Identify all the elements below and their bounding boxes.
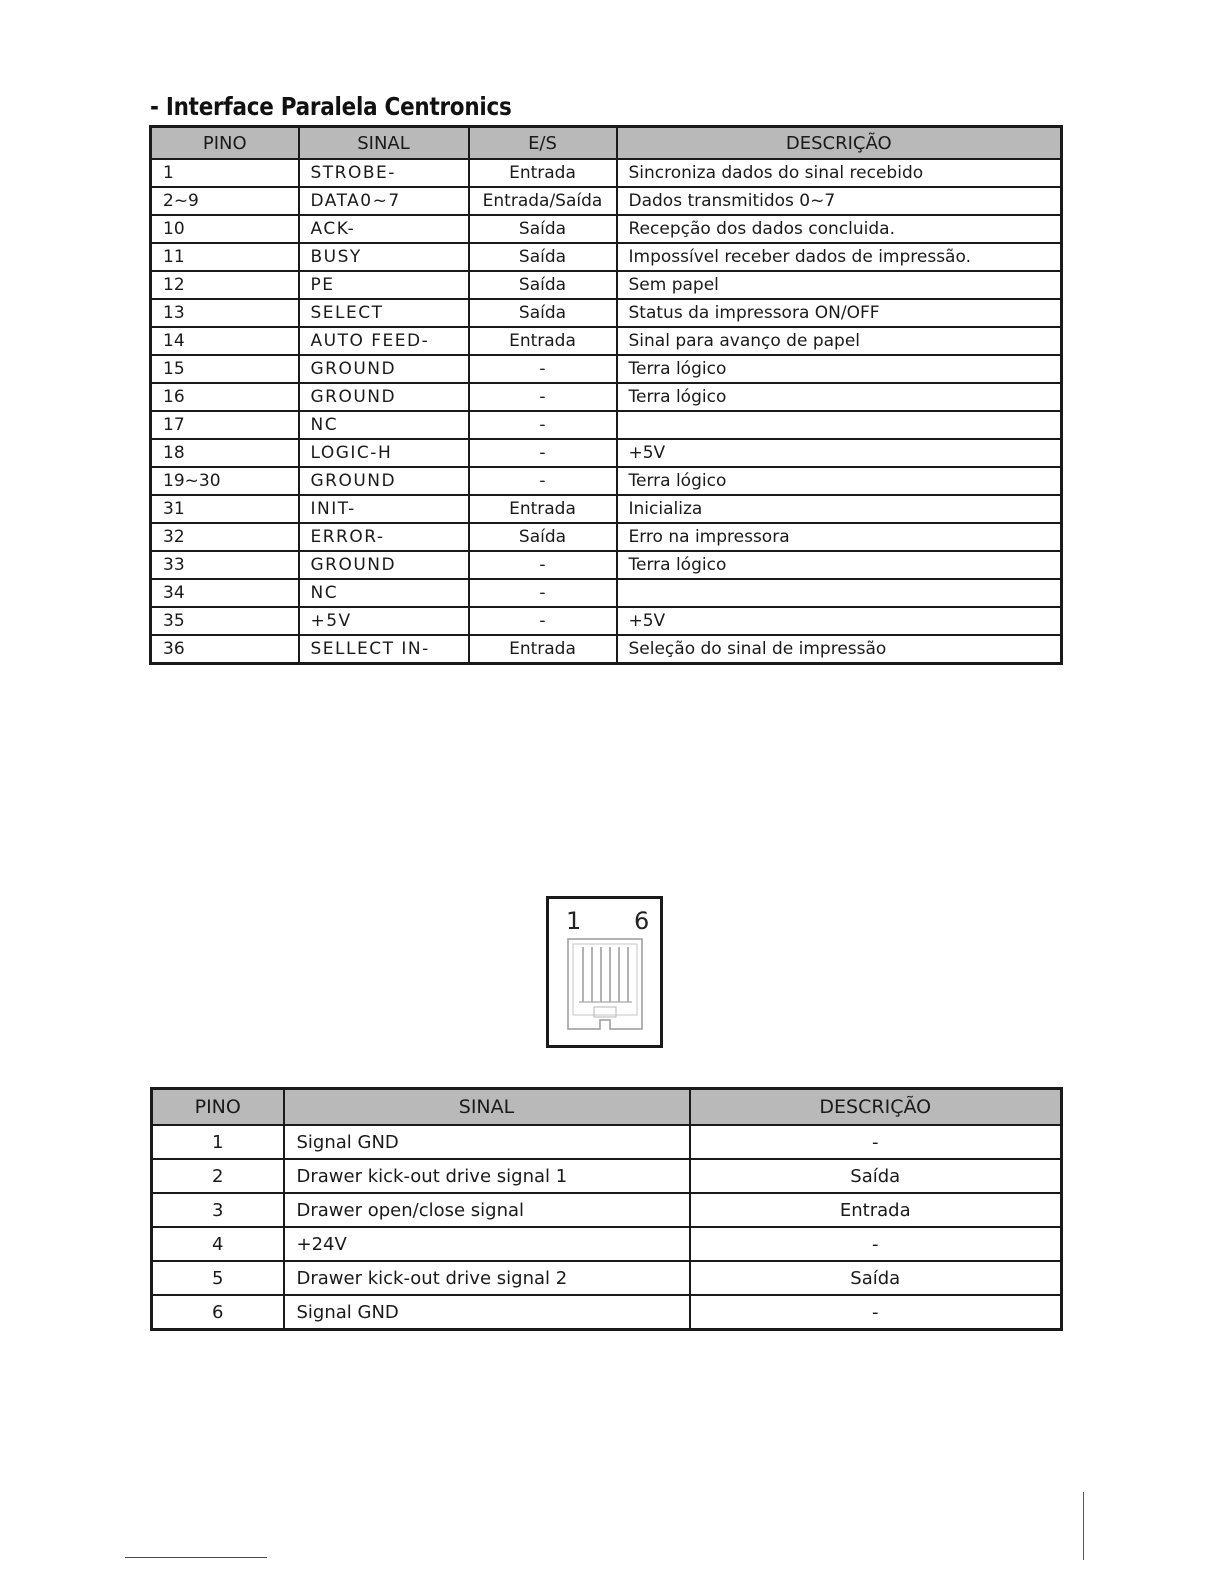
cell-sinal: GROUND [299, 383, 469, 411]
cell-sinal: NC [299, 579, 469, 607]
cell-es: Saída [469, 243, 617, 271]
cell-descricao: Saída [690, 1159, 1062, 1193]
cell-sinal: ERROR- [299, 523, 469, 551]
table-row [151, 523, 1062, 551]
header-es: E/S [469, 127, 617, 160]
table-row [151, 215, 1062, 243]
cell-descricao: Recepção dos dados concluida. [617, 215, 1062, 243]
cell-sinal: NC [299, 411, 469, 439]
cell-sinal: +5V [299, 607, 469, 635]
cell-pino: 14 [151, 327, 299, 355]
table-row [152, 1295, 1062, 1330]
cell-pino: 3 [152, 1193, 284, 1227]
cell-sinal: Signal GND [284, 1125, 690, 1159]
cell-pino: 5 [152, 1261, 284, 1295]
cell-descricao: - [690, 1295, 1062, 1330]
table-row [151, 383, 1062, 411]
cell-pino: 34 [151, 579, 299, 607]
table-row [152, 1261, 1062, 1295]
cell-es: Saída [469, 299, 617, 327]
cell-descricao: Seleção do sinal de impressão [617, 635, 1062, 664]
cell-pino: 19~30 [151, 467, 299, 495]
header-pino: PINO [152, 1089, 284, 1126]
section-title: - Interface Paralela Centronics [150, 92, 512, 121]
cell-descricao: Terra lógico [617, 551, 1062, 579]
cell-es: Entrada/Saída [469, 187, 617, 215]
cell-sinal: AUTO FEED- [299, 327, 469, 355]
cell-sinal: ACK- [299, 215, 469, 243]
cell-es: Entrada [469, 327, 617, 355]
table-row [152, 1159, 1062, 1193]
cell-descricao: Terra lógico [617, 467, 1062, 495]
header-descricao: DESCRIÇÃO [690, 1089, 1062, 1126]
cell-pino: 33 [151, 551, 299, 579]
cell-es: Saída [469, 271, 617, 299]
cell-es: Entrada [469, 635, 617, 664]
table-row [151, 187, 1062, 215]
table-row [151, 411, 1062, 439]
cell-sinal: GROUND [299, 467, 469, 495]
cell-sinal: LOGIC-H [299, 439, 469, 467]
table-row [151, 327, 1062, 355]
cell-descricao [617, 579, 1062, 607]
cell-sinal: DATA0~7 [299, 187, 469, 215]
cell-pino: 17 [151, 411, 299, 439]
cell-descricao: Inicializa [617, 495, 1062, 523]
cell-sinal: STROBE- [299, 159, 469, 187]
cell-pino: 2 [152, 1159, 284, 1193]
header-sinal: SINAL [299, 127, 469, 160]
cell-pino: 18 [151, 439, 299, 467]
table-header-row [152, 1089, 1062, 1126]
cell-es: - [469, 607, 617, 635]
cell-pino: 1 [151, 159, 299, 187]
cell-pino: 36 [151, 635, 299, 664]
parallel-table-body [151, 159, 1062, 664]
cell-pino: 2~9 [151, 187, 299, 215]
rj-jack-icon [549, 899, 660, 1045]
cell-descricao: - [690, 1227, 1062, 1261]
table-row [151, 579, 1062, 607]
footer-rule [125, 1557, 267, 1558]
cell-pino: 35 [151, 607, 299, 635]
cell-sinal: BUSY [299, 243, 469, 271]
cell-sinal: +24V [284, 1227, 690, 1261]
cell-sinal: INIT- [299, 495, 469, 523]
cell-es: - [469, 383, 617, 411]
cell-descricao: +5V [617, 439, 1062, 467]
table-row [151, 495, 1062, 523]
cell-es: - [469, 579, 617, 607]
table-row [151, 299, 1062, 327]
cell-pino: 1 [152, 1125, 284, 1159]
table-row [152, 1125, 1062, 1159]
cell-pino: 11 [151, 243, 299, 271]
cell-es: - [469, 355, 617, 383]
cell-descricao: Terra lógico [617, 383, 1062, 411]
cell-pino: 31 [151, 495, 299, 523]
cell-sinal: PE [299, 271, 469, 299]
cell-descricao: Sinal para avanço de papel [617, 327, 1062, 355]
table-row [152, 1193, 1062, 1227]
parallel-interface-table [149, 125, 1063, 665]
header-sinal: SINAL [284, 1089, 690, 1126]
cell-sinal: Drawer kick-out drive signal 1 [284, 1159, 690, 1193]
cell-es: Entrada [469, 159, 617, 187]
table-row [152, 1227, 1062, 1261]
cell-pino: 15 [151, 355, 299, 383]
cell-es: - [469, 411, 617, 439]
cell-descricao: Erro na impressora [617, 523, 1062, 551]
cell-pino: 10 [151, 215, 299, 243]
cell-sinal: Drawer kick-out drive signal 2 [284, 1261, 690, 1295]
cell-es: - [469, 467, 617, 495]
cell-sinal: Signal GND [284, 1295, 690, 1330]
cell-descricao: Terra lógico [617, 355, 1062, 383]
cell-sinal: SELLECT IN- [299, 635, 469, 664]
table-row [151, 243, 1062, 271]
table-row [151, 607, 1062, 635]
cell-descricao: Entrada [690, 1193, 1062, 1227]
cell-descricao: - [690, 1125, 1062, 1159]
header-descricao: DESCRIÇÃO [617, 127, 1062, 160]
table-row [151, 467, 1062, 495]
cell-es: Entrada [469, 495, 617, 523]
cell-sinal: GROUND [299, 551, 469, 579]
cell-sinal: Drawer open/close signal [284, 1193, 690, 1227]
cell-descricao [617, 411, 1062, 439]
cell-descricao: +5V [617, 607, 1062, 635]
cell-descricao: Status da impressora ON/OFF [617, 299, 1062, 327]
connector-pin-6-label: 6 [634, 907, 650, 935]
cell-descricao: Dados transmitidos 0~7 [617, 187, 1062, 215]
table-row [151, 551, 1062, 579]
table-header-row [151, 127, 1062, 160]
cell-descricao: Sincroniza dados do sinal recebido [617, 159, 1062, 187]
header-pino: PINO [151, 127, 299, 160]
cell-pino: 6 [152, 1295, 284, 1330]
cell-descricao: Saída [690, 1261, 1062, 1295]
connector-pin-1-label: 1 [566, 907, 582, 935]
cell-pino: 13 [151, 299, 299, 327]
table-row [151, 439, 1062, 467]
page-edge-rule [1083, 1492, 1084, 1560]
rj-connector-diagram [546, 896, 663, 1048]
cell-sinal: GROUND [299, 355, 469, 383]
cell-es: Saída [469, 523, 617, 551]
cell-pino: 32 [151, 523, 299, 551]
cell-es: - [469, 551, 617, 579]
table-row [151, 355, 1062, 383]
cell-pino: 12 [151, 271, 299, 299]
drawer-table-body [152, 1125, 1062, 1330]
cell-sinal: SELECT [299, 299, 469, 327]
cell-descricao: Sem papel [617, 271, 1062, 299]
table-row [151, 159, 1062, 187]
cash-drawer-table [150, 1087, 1063, 1331]
cell-pino: 16 [151, 383, 299, 411]
cell-es: Saída [469, 215, 617, 243]
cell-pino: 4 [152, 1227, 284, 1261]
cell-descricao: Impossível receber dados de impressão. [617, 243, 1062, 271]
table-row [151, 635, 1062, 664]
cell-es: - [469, 439, 617, 467]
table-row [151, 271, 1062, 299]
